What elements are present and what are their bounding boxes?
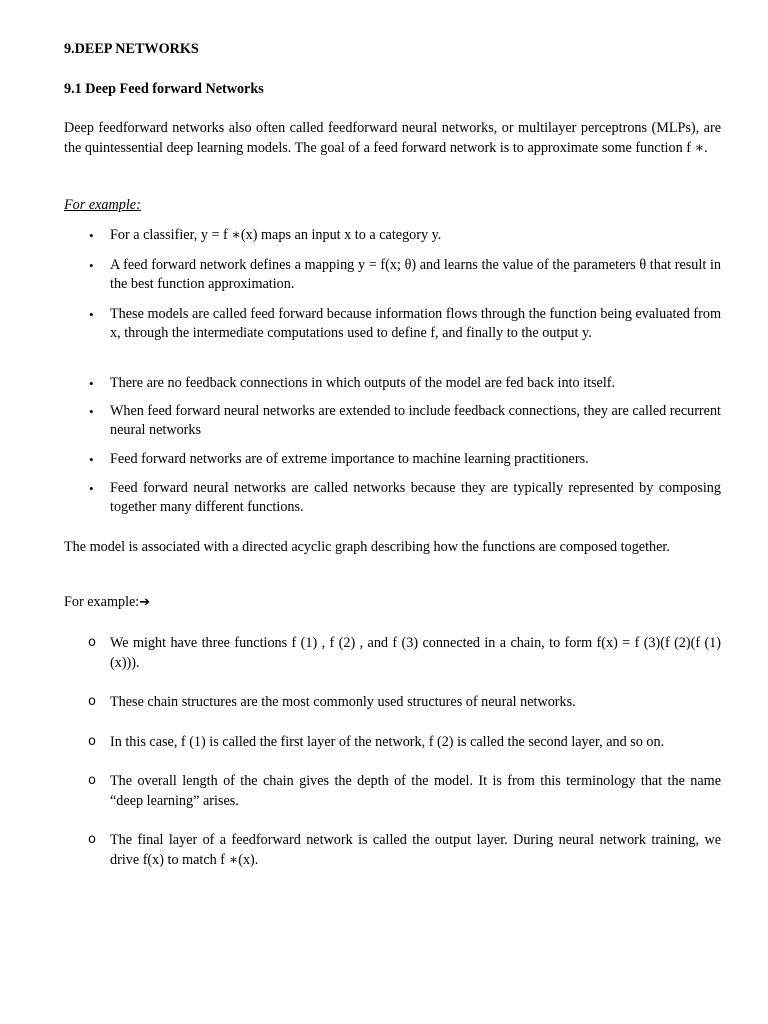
list-item-text: There are no feedback connections in which outputs of the model are fed back into itself. <box>110 375 616 391</box>
subsection-heading: 9.1 Deep Feed forward Networks <box>64 81 264 97</box>
circle-bullet-icon: o <box>88 734 96 749</box>
example-label-text: For example: <box>64 594 140 610</box>
model-paragraph: The model is associated with a directed acyclic graph describing how the functions are composed together. <box>64 539 670 555</box>
intro-paragraph: Deep feedforward networks also often called feedforward neural networks, or multilayer perceptrons (MLPs), are the quintessential deep learning models. The goal of a feed forward network is to approximate some function f ∗. <box>64 120 721 156</box>
list-item <box>88 771 721 811</box>
bullet-icon: • <box>89 258 94 273</box>
list-item <box>88 732 721 752</box>
list-item <box>89 450 721 469</box>
list-item <box>89 374 721 393</box>
circle-bullet-icon: o <box>88 773 96 788</box>
circle-bullet-icon: o <box>88 635 96 650</box>
list-item-text: Feed forward networks are of extreme importance to machine learning practitioners. <box>110 451 589 467</box>
circle-bullet-icon: o <box>88 694 96 709</box>
example-label-arrow <box>64 594 150 611</box>
list-item-text: We might have three functions f (1) , f (2) , and f (3) connected in a chain, to form f(x) = f (3)(f (2)(f (1)(x))). <box>110 635 721 671</box>
list-item-text: These chain structures are the most commonly used structures of neural networks. <box>110 694 576 710</box>
circle-bullet-icon: o <box>88 832 96 847</box>
list-item <box>88 692 721 712</box>
example-label: For example: <box>64 197 141 213</box>
list-item-text: For a classifier, y = f ∗(x) maps an input x to a category y. <box>110 227 442 243</box>
bullet-icon: • <box>89 404 94 419</box>
bullet-icon: • <box>89 228 94 243</box>
list-item-text: In this case, f (1) is called the first layer of the network, f (2) is called the second layer, and so on. <box>110 734 665 750</box>
list-item-text: These models are called feed forward because information flows through the function being evaluated from x, through the intermediate computations used to define f, and finally to the output y. <box>110 306 721 341</box>
bullet-icon: • <box>89 307 94 322</box>
list-item-text: Feed forward neural networks are called networks because they are typically represented by composing together many different functions. <box>110 480 721 515</box>
list-item <box>89 305 721 343</box>
list-item-text: The final layer of a feedforward network is called the output layer. During neural network training, we drive f(x) to match f ∗(x). <box>110 832 721 868</box>
list-item <box>89 256 721 294</box>
bullet-icon: • <box>89 452 94 467</box>
section-heading: 9.DEEP NETWORKS <box>64 41 199 57</box>
list-item <box>89 226 721 245</box>
bullet-icon: • <box>89 376 94 391</box>
bullet-icon: • <box>89 481 94 496</box>
list-item <box>89 402 721 440</box>
list-item <box>89 479 721 517</box>
list-item <box>88 830 721 870</box>
list-item-text: The overall length of the chain gives the depth of the model. It is from this terminology that the name “deep learning” arises. <box>110 773 721 809</box>
arrow-right-icon: ➔ <box>139 595 151 610</box>
list-item-text: When feed forward neural networks are extended to include feedback connections, they are called recurrent neural networks <box>110 403 721 438</box>
list-item <box>88 633 721 673</box>
list-item-text: A feed forward network defines a mapping y = f(x; θ) and learns the value of the parameters θ that result in the best function approximation. <box>110 257 721 292</box>
